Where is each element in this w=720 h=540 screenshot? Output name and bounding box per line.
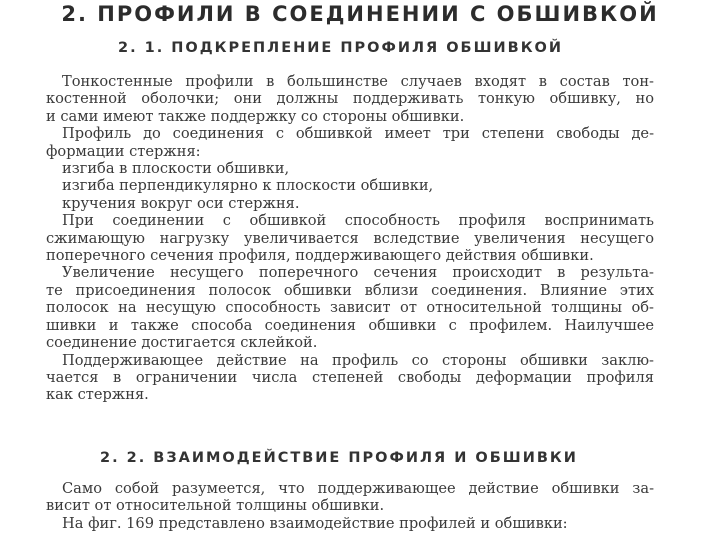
text-line: Само собой разумеется, что поддерживающее действие обшивки за-: [62, 480, 654, 497]
text-line: как стержня.: [46, 386, 149, 404]
text-line: те присоединения полосок обшивки вблизи соединения. Влияние этих: [46, 281, 654, 299]
text-line: сжимающую нагрузку увеличивается вследствие увеличения несущего: [46, 229, 654, 247]
section-body-2-2: [46, 480, 654, 532]
text-line: формации стержня:: [46, 142, 201, 160]
text-line: изгиба в плоскости обшивки,: [62, 160, 290, 178]
text-line: висит от относительной толщины обшивки.: [46, 497, 385, 515]
text-line: чается в ограничении числа степеней свободы деформации профиля: [46, 368, 654, 386]
text-line: соединение достигается склейкой.: [46, 334, 318, 352]
text-line: поперечного сечения профиля, поддерживающего действия обшивки.: [46, 247, 594, 265]
section-heading-2-2: 2. 2. ВЗАИМОДЕЙСТВИЕ ПРОФИЛЯ И ОБШИВКИ: [100, 450, 578, 466]
section-heading-2-1: 2. 1. ПОДКРЕПЛЕНИЕ ПРОФИЛЯ ОБШИВКОЙ: [118, 40, 564, 56]
text-line: Тонкостенные профили в большинстве случаев входят в состав тон-: [62, 73, 654, 90]
text-line: костенной оболочки; они должны поддерживать тонкую обшивку, но: [46, 90, 654, 108]
text-line: Профиль до соединения с обшивкой имеет три степени свободы де-: [62, 125, 654, 143]
text-line: и сами имеют также поддержку со стороны обшивки.: [46, 107, 465, 125]
text-line: Увеличение несущего поперечного сечения происходит в результа-: [62, 264, 654, 282]
text-line: шивки и также способа соединения обшивки с профилем. Наилучшее: [46, 316, 654, 334]
text-line: изгиба перпендикулярно к плоскости обшивки,: [62, 177, 434, 195]
text-line: При соединении с обшивкой способность профиля воспринимать: [62, 212, 654, 230]
text-line: кручения вокруг оси стержня.: [62, 194, 300, 212]
text-line: полосок на несущую способность зависит от относительной толщины об-: [46, 299, 654, 317]
text-line: Поддерживающее действие на профиль со стороны обшивки заклю-: [62, 351, 654, 369]
text-line: На фиг. 169 представлено взаимодействие профилей и обшивки:: [62, 514, 568, 532]
section-body-2-1: [46, 73, 654, 404]
page-title: 2. ПРОФИЛИ В СОЕДИНЕНИИ С ОБШИВКОЙ: [61, 2, 659, 26]
